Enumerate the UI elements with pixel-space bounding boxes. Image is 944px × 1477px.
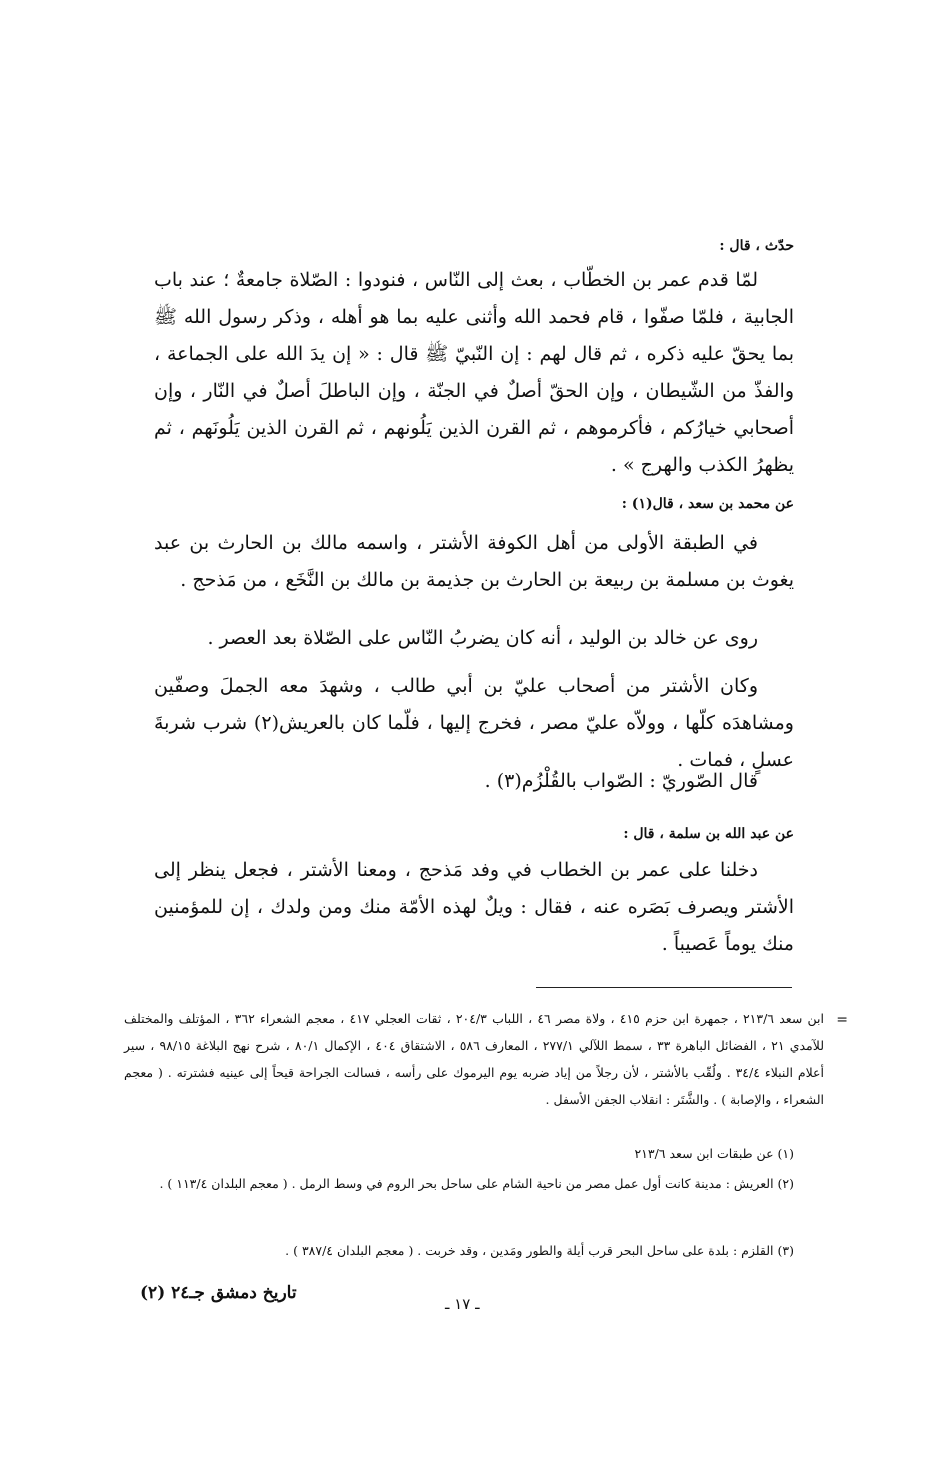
footnote-2: (٢) العريش : مدينة كانت أول عمل مصر من ناحية الشام على ساحل بحر الروم في وسط الرمل . ( معجم البلدان ١١٣/٤ ) . bbox=[159, 1176, 794, 1191]
footnote-separator bbox=[536, 987, 792, 988]
page-number: ـ ١٧ ـ bbox=[445, 1295, 480, 1313]
book-title-footer: تاريخ دمشق جـ٢٤ (٢) bbox=[140, 1283, 297, 1303]
narration-paragraph: روى عن خالد بن الوليد ، أنه كان يضربُ النّاس على الصّلاة بعد العصر . bbox=[207, 627, 758, 649]
footnote-3: (٣) القلزم : بلدة على ساحل البحر قرب أيلة والطور ومَدين ، وقد خربت . ( معجم البلدان ٣٨٧/٤ ) . bbox=[285, 1243, 794, 1258]
narration-paragraph: في الطبقة الأولى من أهل الكوفة الأشتر ، واسمه مالك بن الحارث بن عبد يغوث بن مسلمة بن ربيعة بن الحارث بن جذيمة بن مالك بن النَّخَع ، من مَذحج . bbox=[154, 532, 794, 591]
footnote-1: (١) عن طبقات ابن سعد ٢١٣/٦ bbox=[634, 1146, 794, 1161]
footnote-continuation: ابن سعد ٢١٣/٦ ، جمهرة ابن حزم ٤١٥ ، ولاة مصر ٤٦ ، اللباب ٢٠٤/٣ ، ثقات العجلي ٤١٧ ، معجم الشعراء ٣٦٢ ، المؤتلف والمختلف للآمدي ٢١ ، الفضائل الباهرة ٣٣ ، سمط اللآلي ٢٧٧/١ ، المعارف ٥٨٦ ، الاشتقاق ٤٠٤ ، الإكمال ٨٠/١ ، شرح نهج البلاغة ٩٨/١٥ ، سير أعلام النبلاء ٣٤/٤ . ولُقّب بالأشتر ، لأن رجلاً من إياد ضربه يوم اليرموك على رأسه ، فسالت الجراحة قيحاً إلى عينيه فشترته . ( معجم الشعراء ، والإصابة ) . والشَّتَر : انقلاب الجفن الأسفل . bbox=[124, 1011, 825, 1107]
narration-paragraph: قال الصّوريّ : الصّواب بالقُلْزُم(٣) . bbox=[484, 770, 758, 792]
narration-paragraph: وكان الأشتر من أصحاب عليّ بن أبي طالب ، وشهدَ معه الجملَ وصفّين ومشاهدَه كلّها ، وولاّه عليّ مصر ، فخرج إليها ، فلّما كان بالعريش(٢) شرب شربةَ عسلٍ ، فمات . bbox=[154, 675, 794, 771]
narration-header: عن محمد بن سعد ، قال(١) : bbox=[621, 496, 794, 512]
narration-paragraph: دخلنا على عمر بن الخطاب في وفد مَذحج ، ومعنا الأشتر ، فجعل ينظر إلى الأشتر ويصرف بَصَره عنه ، فقال : ويلٌ لهذه الأمّة منك ومن ولدك ، إن للمؤمنين منك يوماً عَصيباً . bbox=[154, 859, 794, 955]
narration-header: حدّث ، قال : bbox=[719, 238, 794, 254]
footnote-continuation-mark: = bbox=[836, 1012, 848, 1028]
narration-paragraph: لمّا قدم عمر بن الخطّاب ، بعث إلى النّاس ، فنودوا : الصّلاة جامعةٌ ؛ عند باب الجابية ، فلمّا صفّوا ، قام فحمد الله وأثنى عليه بما هو أهله ، وذكر رسول الله ﷺ بما يحقّ عليه ذكره ، ثم قال لهم : إن النّبيّ ﷺ قال : « إن يدَ الله على الجماعة ، والفذّ من الشّيطان ، وإن الحقّ أصلٌ في الجنّة ، وإن الباطلَ أصلٌ في النّار ، وإن أصحابي خيارُكم ، فأكرموهم ، ثم القرن الذين يَلُونهم ، ثم القرن الذين يَلُونَهم ، ثم يظهرُ الكذب والهرج » . bbox=[154, 269, 794, 476]
narration-header: عن عبد الله بن سلمة ، قال : bbox=[623, 826, 794, 842]
